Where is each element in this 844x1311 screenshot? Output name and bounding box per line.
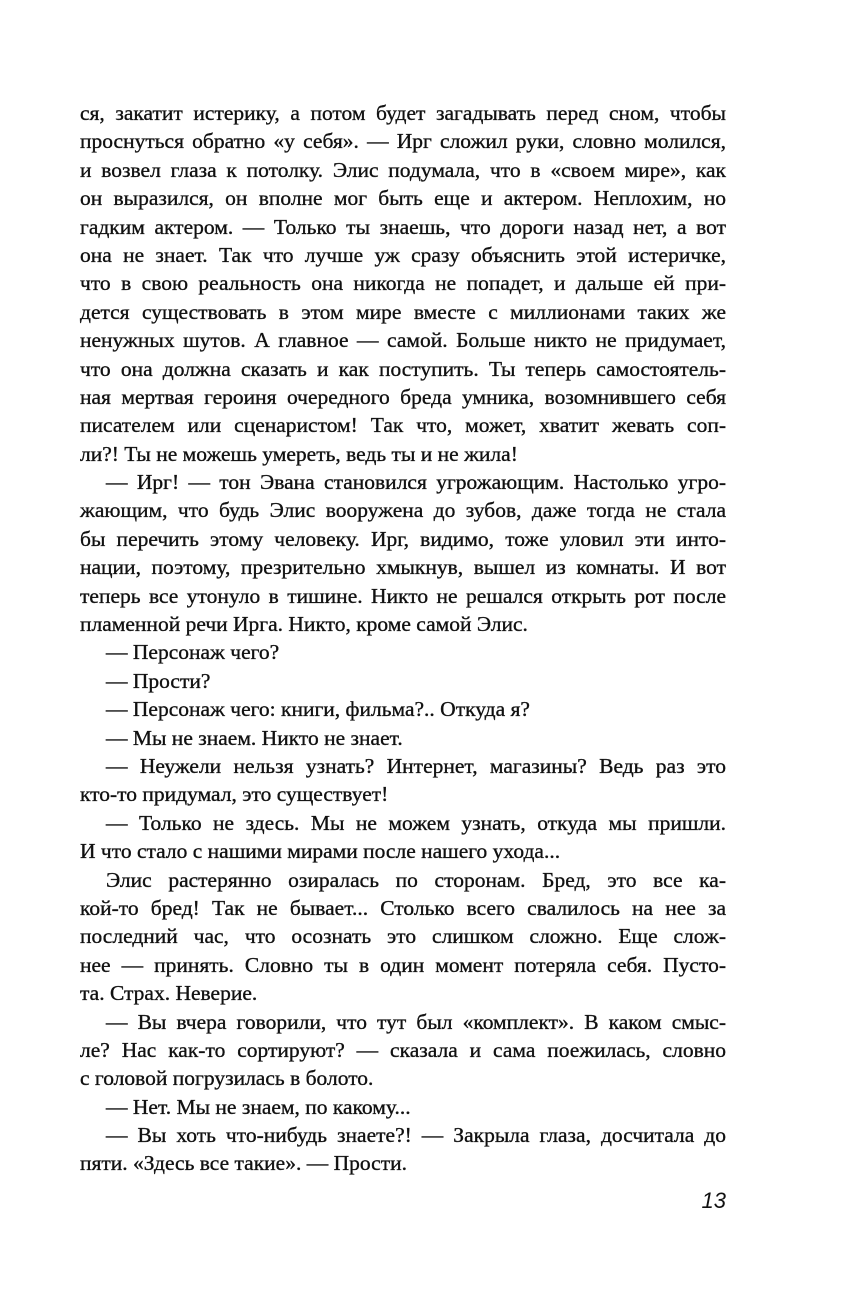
text-line: что в свою реальность она никогда не попадет, и дальше ей при- [80,271,726,296]
text-line: она не знает. Так что лучше уж сразу объяснить этой истеричке, [80,242,726,267]
text-line: кто-то придумал, это существует! [80,782,389,807]
text-line: ли?! Ты не можешь умереть, ведь ты и не жила! [80,441,518,466]
text-line: и возвел глаза к потолку. Элис подумала, что в «своем мире», как [80,157,726,182]
text-line: ненужных шутов. А главное — самой. Больше никто не придумает, [80,328,726,353]
text-line: — Вы вчера говорили, что тут был «комплект». В каком смыс- [106,1009,726,1034]
text-line: — Нет. Мы не знаем, по какому... [106,1094,411,1119]
text-line: теперь все утонуло в тишине. Никто не решался открыть рот после [80,583,726,608]
text-line: пламенной речи Ирга. Никто, кроме самой Элис. [80,612,528,637]
text-line: бы перечить этому человеку. Ирг, видимо, тоже уловил эти инто- [80,526,726,551]
text-line: — Ирг! — тон Эвана становился угрожающим. Настолько угро- [106,470,726,495]
book-page-text [80,99,726,1178]
text-line: — Прости? [106,668,211,693]
text-line: жающим, что будь Элис вооружена до зубов, даже тогда не стала [80,498,726,523]
text-line: — Только не здесь. Мы не можем узнать, откуда мы пришли. [106,810,726,835]
text-line: нее — принять. Словно ты в один момент потеряла себя. Пусто- [80,952,726,977]
text-line: Элис растерянно озиралась по сторонам. Бред, это все ка- [106,867,726,892]
text-line: нации, поэтому, презрительно хмыкнув, вышел из комнаты. И вот [80,555,726,580]
text-line: дется существовать в этом мире вместе с миллионами таких же [80,299,726,324]
text-line: что она должна сказать и как поступить. Ты теперь самостоятель- [80,356,726,381]
text-line: — Неужели нельзя узнать? Интернет, магазины? Ведь раз это [106,753,726,778]
text-line: ная мертвая героиня очередного бреда умника, возомнившего себя [80,384,726,409]
text-line: с головой погрузилась в болото. [80,1066,374,1091]
text-line: ле? Нас как-то сортируют? — сказала и сама поежилась, словно [80,1037,726,1062]
text-line: — Вы хоть что-нибудь знаете?! — Закрыла глаза, досчитала до [106,1123,726,1148]
text-line: И что стало с нашими мирами после нашего ухода... [80,839,561,864]
text-line: гадким актером. — Только ты знаешь, что дороги назад нет, а вот [80,214,726,239]
text-line: — Персонаж чего: книги, фильма?.. Откуда я? [106,697,530,722]
text-line: кой-то бред! Так не бывает... Столько всего свалилось на нее за [80,895,726,920]
text-line: он выразился, он вполне мог быть еще и актером. Неплохим, но [80,186,726,211]
text-line: — Мы не знаем. Никто не знает. [106,725,403,750]
text-line: проснуться обратно «у себя». — Ирг сложил руки, словно молился, [80,129,726,154]
page-number: 13 [701,1188,726,1213]
text-line: ся, закатит истерику, а потом будет загадывать перед сном, чтобы [80,101,726,125]
text-line: писателем или сценаристом! Так что, может, хватит жевать соп- [80,413,726,438]
text-line: последний час, что осознать это слишком сложно. Еще слож- [80,924,726,949]
text-line: — Персонаж чего? [106,640,280,665]
text-line: пяти. «Здесь все такие». — Прости. [80,1151,407,1176]
text-line: та. Страх. Неверие. [80,981,258,1006]
